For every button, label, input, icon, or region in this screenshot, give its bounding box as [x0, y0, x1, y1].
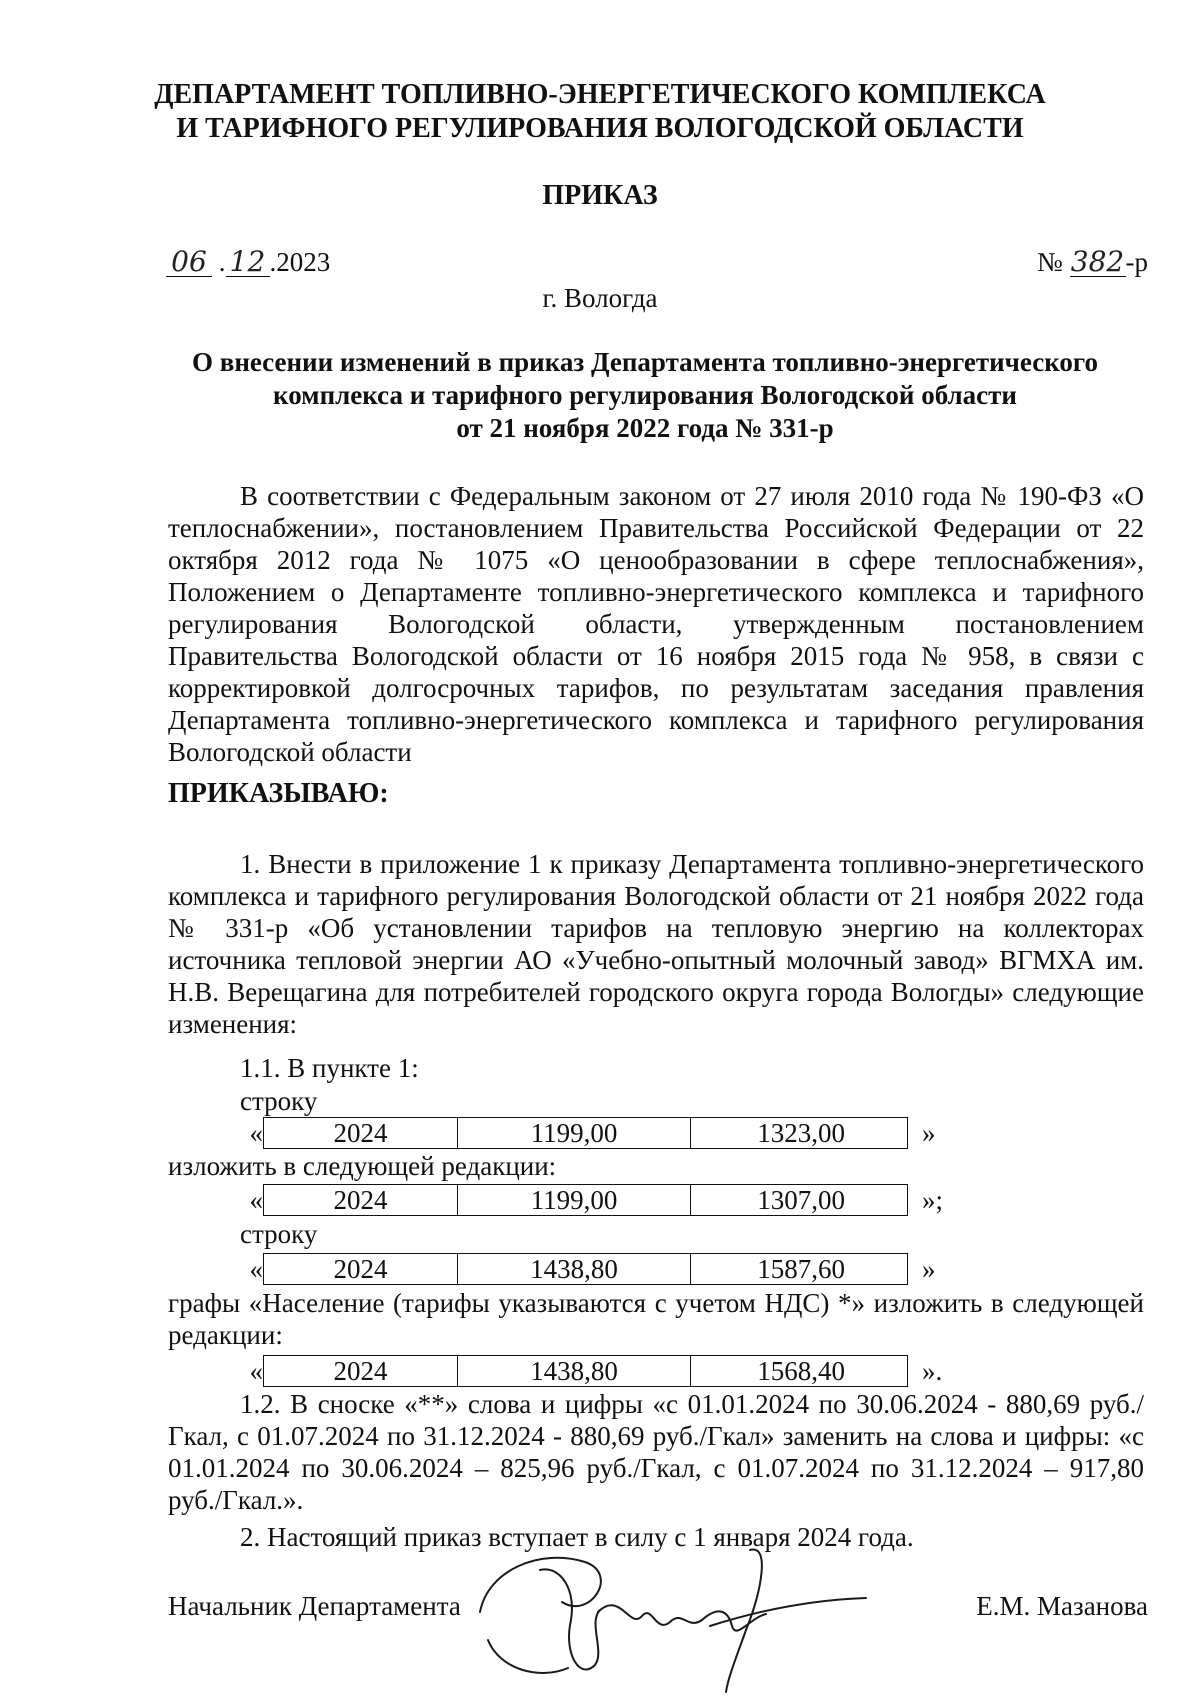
tariff-year: 2024: [263, 1355, 457, 1387]
tariff-value-1: 1199,00: [457, 1184, 690, 1216]
tariff-value-2: 1568,40: [690, 1355, 908, 1387]
sub1-heading: 1.1. В пункте 1:: [240, 1053, 419, 1083]
tariff-year: 2024: [263, 1117, 457, 1149]
number-suffix: -р: [1125, 247, 1148, 277]
date-day: 06: [166, 248, 212, 277]
signer-name: Е.М. Мазанова: [976, 1591, 1148, 1621]
handwritten-signature-icon: [470, 1530, 870, 1695]
tariff-row: [241, 1117, 936, 1149]
date-month: 12: [226, 248, 270, 277]
signer-position: Начальник Департамента: [168, 1591, 461, 1621]
date-year: .2023: [269, 247, 331, 277]
city: г. Вологда: [542, 283, 658, 313]
tariff-year: 2024: [263, 1253, 457, 1285]
department-name-line2: И ТАРИФНОГО РЕГУЛИРОВАНИЯ ВОЛОГОДСКОЙ ОБЛАСТИ: [176, 113, 1024, 144]
item2-text: 2. Настоящий приказ вступает в силу с 1 января 2024 года.: [240, 1522, 914, 1552]
tariff-value-2: 1587,60: [690, 1253, 908, 1285]
open-quote: «: [249, 1356, 263, 1386]
department-name: [0, 78, 1200, 146]
order-word: ПРИКАЗЫВАЮ:: [168, 778, 389, 809]
department-name-line1: ДЕПАРТАМЕНТ ТОПЛИВНО-ЭНЕРГЕТИЧЕСКОГО КОМПЛЕКСА: [154, 79, 1046, 110]
title-line3: от 21 ноября 2022 года № 331-р: [456, 413, 834, 443]
tariff-row: [241, 1355, 942, 1387]
open-quote: «: [249, 1254, 263, 1284]
label-izlozhit: изложить в следующей редакции:: [168, 1151, 557, 1181]
label-stroku: строку: [240, 1086, 318, 1116]
order-date: 06 . 12 .2023: [166, 246, 330, 278]
sub2-text: 1.2. В сноске «**» слова и цифры «с 01.01.2024 по 30.06.2024 - 880,69 руб./Гкал, с 01.07.2024 по 31.12.2024 - 880,69 руб./Гкал» заменить на слова и цифры: «с 01.01.2024 по 30.06.2024 – 825,96 руб./Гкал, с 01.07.2024 по 31.12.2024 – 917,80 руб./Гкал.».: [168, 1389, 1144, 1515]
tariff-value-1: 1438,80: [457, 1355, 690, 1387]
tariff-value-1: 1438,80: [457, 1253, 690, 1285]
order-title: [150, 346, 1140, 445]
close-quote: »: [922, 1254, 936, 1284]
preamble-text: В соответствии с Федеральным законом от 27 июля 2010 года № 190-ФЗ «О теплоснабжении», постановлением Правительства Российской Федерации от 22 октября 2012 года № 1075 «О ценообразовании в сфере теплоснабжения», Положением о Департаменте топливно-энергетического комплекса и тарифного регулирования Вологодской области, утвержденным постановлением Правительства Вологодской области от 16 ноября 2015 года № 958, в связи с корректировкой долгосрочных тарифов, по результатам заседания правления Департамента топливно-энергетического комплекса и тарифного регулирования Вологодской области: [168, 481, 1144, 767]
open-quote: «: [249, 1118, 263, 1148]
open-quote: «: [249, 1185, 263, 1215]
label-stroku: строку: [240, 1219, 318, 1249]
close-quote: »: [922, 1118, 936, 1148]
tariff-value-1: 1199,00: [457, 1117, 690, 1149]
tariff-value-2: 1307,00: [690, 1184, 908, 1216]
number-value: 382: [1070, 245, 1125, 278]
number-prefix: №: [1036, 247, 1063, 277]
tariff-value-2: 1323,00: [690, 1117, 908, 1149]
tariff-year: 2024: [263, 1184, 457, 1216]
title-line2: комплекса и тарифного регулирования Вологодской области: [273, 380, 1017, 410]
tariff-row: [241, 1253, 936, 1285]
title-line1: О внесении изменений в приказ Департамента топливно-энергетического: [191, 347, 1098, 377]
label-grafy: графы «Население (тарифы указываются с учетом НДС) *» изложить в следующей редакции:: [168, 1288, 1144, 1350]
item1-text: 1. Внести в приложение 1 к приказу Департамента топливно-энергетического комплекса и тарифного регулирования Вологодской области от 21 ноября 2022 года № 331-р «Об установлении тарифов на тепловую энергию на коллекторах источника тепловой энергии АО «Учебно-опытный молочный завод» ВГМХА им. Н.В. Верещагина для потребителей городского округа города Вологды» следующие изменения:: [168, 849, 1144, 1039]
close-quote: ».: [922, 1356, 943, 1386]
doc-type: ПРИКАЗ: [542, 180, 658, 211]
tariff-row: [241, 1184, 943, 1216]
order-number: [1037, 246, 1148, 278]
close-quote: »;: [922, 1185, 944, 1215]
